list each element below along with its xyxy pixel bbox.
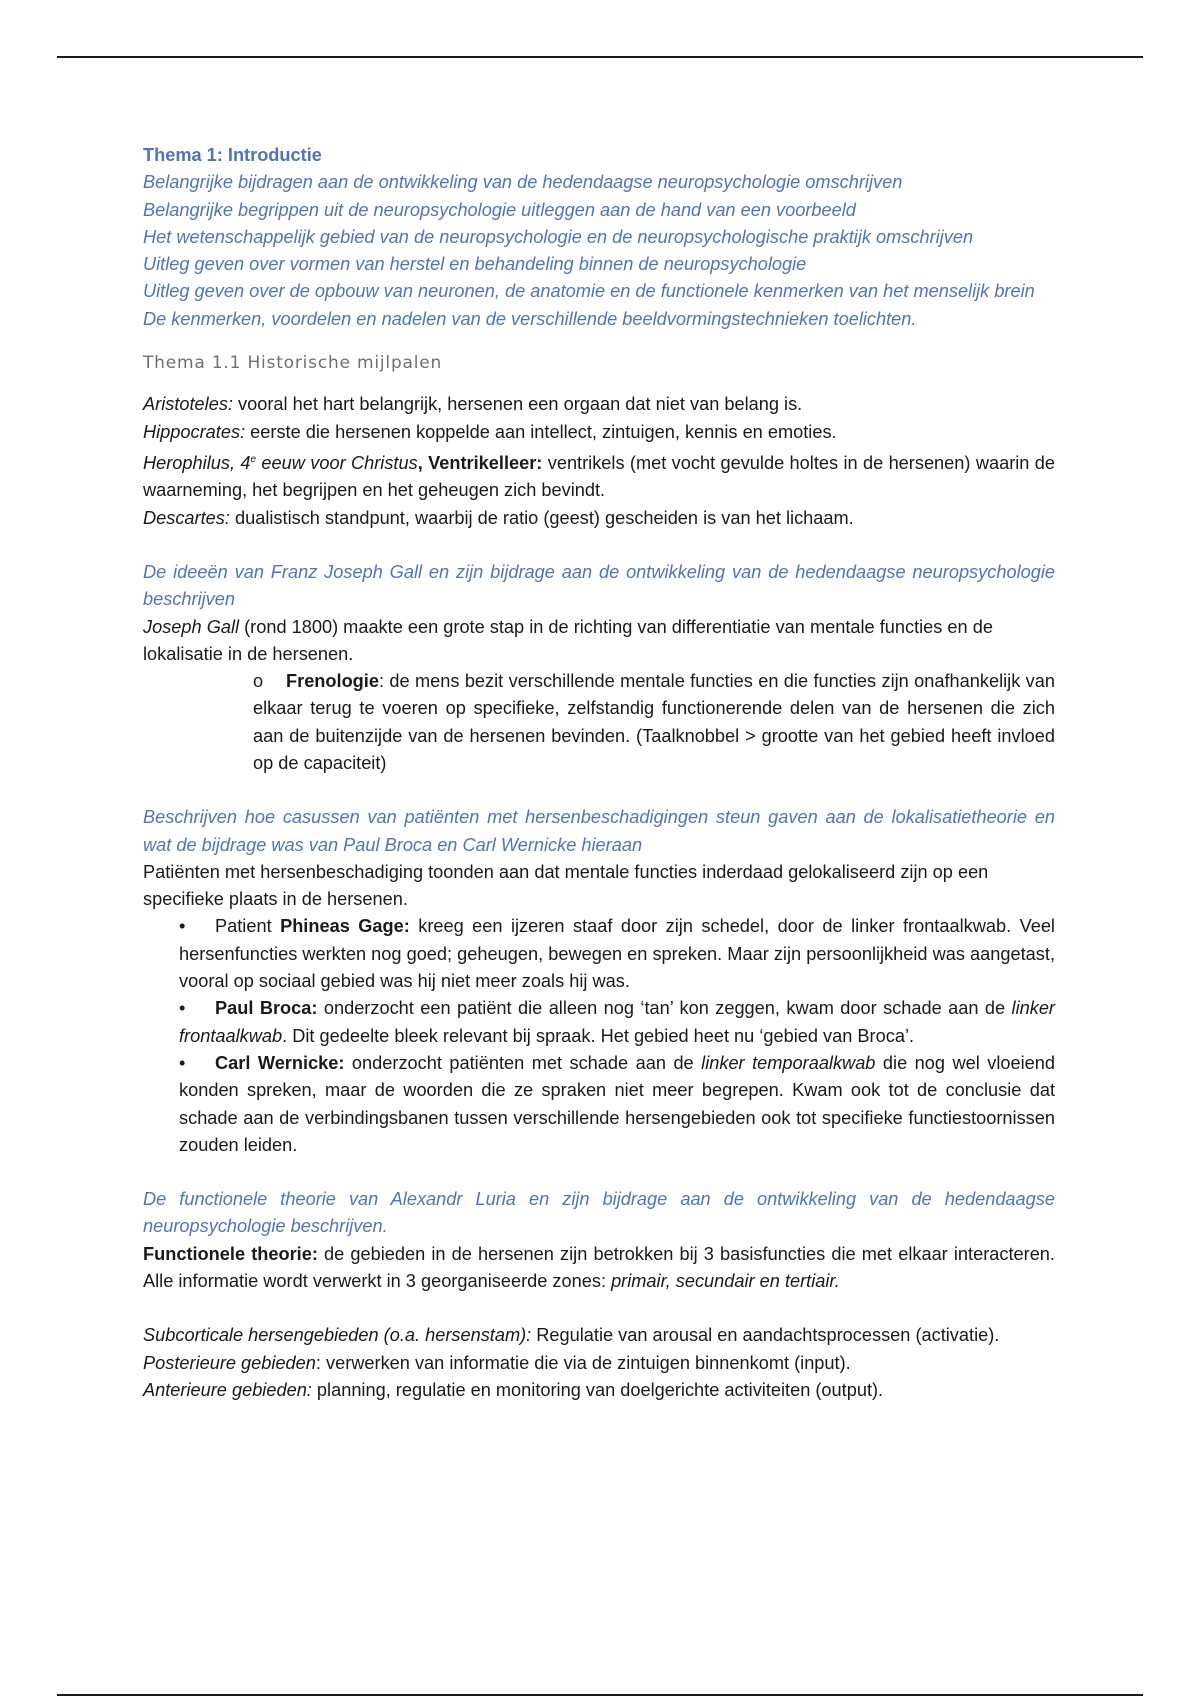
luria-line [143, 1241, 1055, 1296]
aristoteles-text: vooral het hart belangrijk, hersenen een orgaan dat niet van belang is. [232, 394, 803, 415]
gall-question: De ideeën van Franz Joseph Gall en zijn bijdrage aan de ontwikkeling van de hedendaagse neuropsychologie beschrijven [143, 561, 1055, 610]
broca-text-a: onderzocht een patiënt die alleen nog ‘tan’ kon zeggen, kwam door schade aan de [317, 998, 1012, 1019]
header-rule [57, 56, 1143, 58]
aristoteles-name: Aristoteles: [143, 394, 233, 415]
herophilus-era: eeuw voor Christus [256, 453, 418, 474]
gage-pre: Patient [215, 916, 281, 937]
zone-primair: primair [611, 1271, 666, 1292]
bullet-gage [143, 913, 1055, 995]
bullet-wernicke [143, 1050, 1055, 1159]
ventrikel-term: Ventrikelleer: [428, 453, 543, 474]
herophilus-sup: e [250, 453, 257, 465]
luria-text: de gebieden in de hersenen zijn betrokken bij 3 basisfuncties die met elkaar interacteren. Alle informatie wordt verwerkt in 3 georganiseerde zones: [143, 1243, 1055, 1292]
broca-term: Paul Broca: [215, 998, 318, 1019]
broca-italic: linker frontaalkwab [179, 998, 1055, 1046]
broca-question: Beschrijven hoe casussen van patiënten met hersenbeschadigingen steun gaven aan de lokalisatietheorie en wat de bijdrage was van Paul Broca en Carl Wernicke hieraan [143, 807, 1055, 855]
zone-sep: , [665, 1271, 676, 1292]
broca-text-b: . Dit gedeelte bleek relevant bij spraak. Het gebied heet nu ‘gebied van Broca’. [282, 1025, 915, 1046]
sub-marker: o [253, 671, 264, 692]
anterieure-text: planning, regulatie en monitoring van doelgerichte activiteiten (output). [311, 1379, 884, 1400]
thema-title: Thema 1: Introductie [143, 145, 322, 165]
gall-line [143, 614, 1055, 669]
goal-1: Belangrijke bijdragen aan de ontwikkeling van de hedendaagse neuropsychologie omschrijven [143, 172, 903, 193]
luria-question: De functionele theorie van Alexandr Luria en zijn bijdrage aan de ontwikkeling van de hedendaagse neuropsychologie beschrijven. [143, 1189, 1055, 1237]
wernicke-text-b: die nog wel vloeiend konden spreken, maar de woorden die ze spraken niet meer begrepen. Kwam ook tot de conclusie dat schade aan de verbindingsbanen tussen verschillende hersengebieden ook tot specifieke functiestoornissen zouden leiden. [179, 1052, 1055, 1155]
section-heading: Thema 1.1 Historische mijlpalen [143, 353, 443, 374]
document-page [143, 142, 1055, 1404]
bullet-broca [143, 995, 1055, 1050]
hippocrates-name: Hippocrates: [143, 421, 246, 442]
wernicke-text-a: onderzocht patiënten met schade aan de [344, 1052, 702, 1073]
goal-3: Het wetenschappelijk gebied van de neuropsychologie en de neuropsychologische praktijk omschrijven [143, 226, 974, 247]
goal-6: De kenmerken, voordelen en nadelen van de verschillende beeldvormingstechnieken toelichten. [143, 308, 917, 329]
zone-secundair-tertiair: secundair en tertiair. [675, 1271, 840, 1292]
posterieure-term: Posterieure gebieden [143, 1352, 316, 1373]
anterieure-term: Anterieure gebieden: [143, 1379, 312, 1400]
posterieure-text: : verwerken van informatie die via de zintuigen binnenkomt (input). [315, 1352, 851, 1373]
bullet-icon: • [179, 998, 186, 1019]
anterieure-line [143, 1377, 1055, 1404]
goal-4: Uitleg geven over vormen van herstel en behandeling binnen de neuropsychologie [143, 254, 807, 275]
subcorticale-term: Subcorticale hersengebieden (o.a. hersenstam): [143, 1325, 532, 1346]
frenologie-term: Frenologie [286, 671, 379, 692]
gage-term: Phineas Gage: [280, 916, 410, 937]
gall-text: (rond 1800) maakte een grote stap in de richting van differentiatie van mentale functies en de lokalisatie in de hersenen. [143, 616, 993, 664]
bullet-icon: • [179, 916, 186, 937]
frenologie-item [143, 668, 1055, 777]
goal-2: Belangrijke begrippen uit de neuropsychologie uitleggen aan de hand van een voorbeeld [143, 199, 856, 220]
descartes-text: dualistisch standpunt, waarbij de ratio (geest) gescheiden is van het lichaam. [229, 507, 854, 528]
descartes-line [143, 505, 1055, 532]
frenologie-text: : de mens bezit verschillende mentale functies en die functies zijn onafhankelijk van elkaar terug te voeren op specifieke, zelfstandig functionerende delen van de hersenen die zich aan de buitenzijde van de hersenen bevinden. (Taalknobbel > grootte van het gebied heeft invloed op de capaciteit) [253, 671, 1055, 773]
bullet-icon: • [179, 1052, 186, 1073]
subcorticale-line [143, 1322, 1055, 1349]
footer-rule [57, 1694, 1143, 1696]
gall-name: Joseph Gall [143, 616, 240, 637]
gage-text: kreeg een ijzeren staaf door zijn schedel, door de linker frontaalkwab. Veel hersenfuncties werkten nog goed; geheugen, bewegen en spreken. Maar zijn persoonlijkheid was aangetast, vooral op sociaal gebied was hij niet meer zoals hij was. [179, 916, 1055, 992]
herophilus-name: Herophilus, 4 [143, 453, 251, 474]
goal-5: Uitleg geven over de opbouw van neuronen, de anatomie en de functionele kenmerken van het menselijk brein [143, 281, 1035, 302]
luria-term: Functionele theorie: [143, 1243, 318, 1264]
posterieure-line [143, 1350, 1055, 1377]
wernicke-term: Carl Wernicke: [215, 1052, 345, 1073]
herophilus-line [143, 446, 1055, 505]
hippocrates-line [143, 419, 1055, 446]
subcorticale-text: Regulatie van arousal en aandachtsprocessen (activatie). [531, 1325, 1000, 1346]
aristoteles-line [143, 391, 1055, 418]
broca-intro: Patiënten met hersenbeschadiging toonden aan dat mentale functies inderdaad gelokaliseerd zijn op een specifieke plaats in de hersenen. [143, 861, 989, 910]
herophilus-comma: , [417, 453, 429, 474]
hippocrates-text: eerste die hersenen koppelde aan intellect, zintuigen, kennis en emoties. [245, 421, 837, 442]
descartes-name: Descartes: [143, 507, 230, 528]
wernicke-italic: linker temporaalkwab [701, 1052, 876, 1073]
ventrikel-text: ventrikels (met vocht gevulde holtes in de hersenen) waarin de waarneming, het begrijpen en het geheugen zich bevindt. [143, 453, 1055, 501]
